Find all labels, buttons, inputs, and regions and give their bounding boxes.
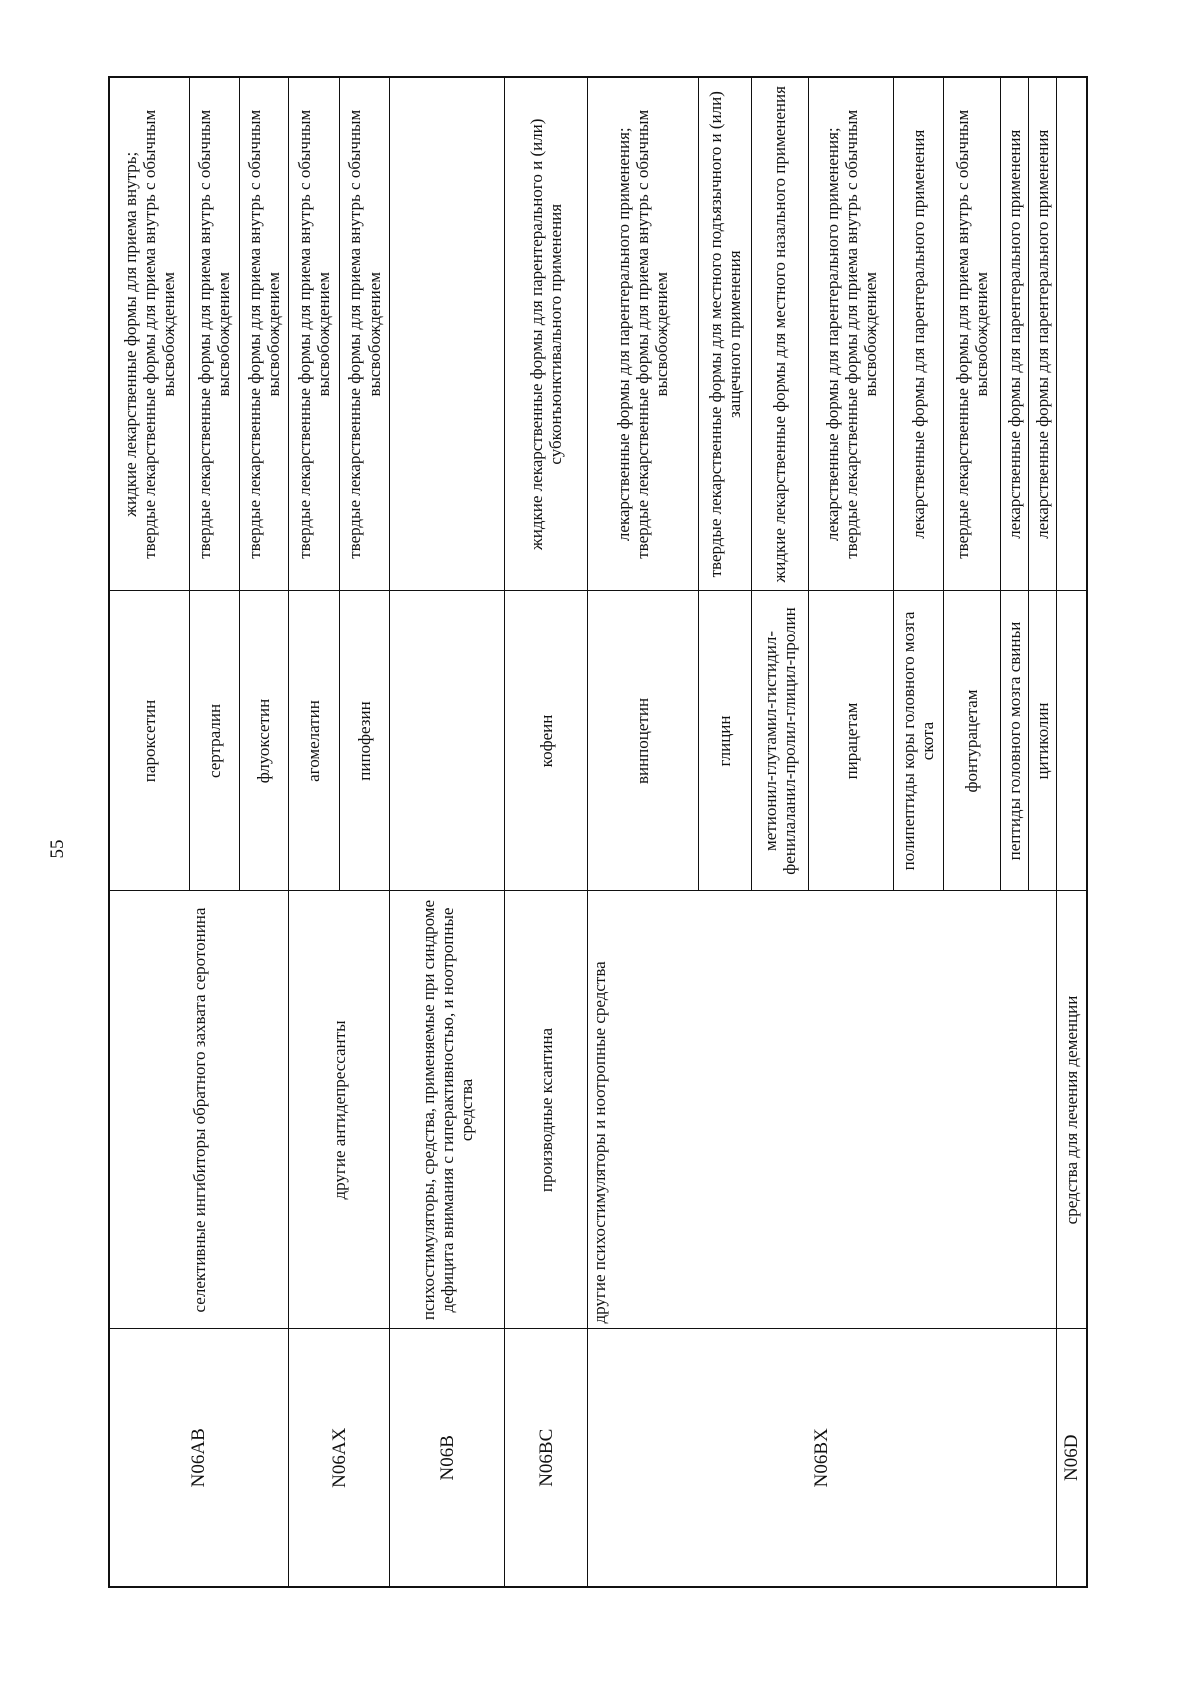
rotated-table-container (108, 78, 1088, 1588)
group-name-cell: производные ксантина (505, 891, 588, 1329)
dosage-form-cell: твердые лекарственные формы для приема внутрь с обычным высвобождением (943, 77, 1001, 591)
dosage-form-cell: твердые лекарственные формы для приема внутрь с обычным высвобождением (339, 77, 390, 591)
dosage-form-line: твердые лекарственные формы для приема внутрь с обычным высвобождением (140, 109, 179, 559)
dosage-form-line: твердые лекарственные формы для приема внутрь с обычным высвобождением (841, 109, 880, 559)
atc-code-cell: N06BX (588, 1329, 1056, 1587)
empty-cell (1056, 591, 1087, 891)
dosage-form-line: лекарственные формы для парентерального применения; (822, 127, 842, 542)
drug-name-cell: пирацетам (809, 591, 894, 891)
group-name-cell: другие психостимуляторы и ноотропные средства (588, 891, 1056, 1329)
group-name-cell: психостимуляторы, средства, применяемые при синдроме дефицита внимания с гиперактивностью, и ноотропные средства (390, 891, 505, 1329)
table-row (390, 77, 505, 1587)
dosage-form-cell: жидкие лекарственные формы для местного назального применения (751, 77, 809, 591)
atc-code-cell: N06AX (289, 1329, 390, 1587)
dosage-form-cell: жидкие лекарственные формы для парентерального и (или) субконъюнктивального применения (505, 77, 588, 591)
dosage-form-line: жидкие лекарственные формы для приема внутрь; (120, 151, 140, 517)
drug-name-cell: фонтурацетам (943, 591, 1001, 891)
dosage-form-cell: твердые лекарственные формы для местного подъязычного и (или) защечного применения (698, 77, 751, 591)
drug-name-cell: пароксетин (109, 591, 190, 891)
empty-cell (390, 591, 505, 891)
dosage-form-cell: лекарственные формы для парентерального применения (894, 77, 944, 591)
atc-code-cell: N06AB (109, 1329, 289, 1587)
dosage-form-line: лекарственные формы для парентерального применения; (614, 127, 634, 542)
empty-cell (1056, 77, 1087, 591)
drug-name-cell: цитиколин (1028, 591, 1056, 891)
atc-code-cell: N06B (390, 1329, 505, 1587)
dosage-form-line: твердые лекарственные формы для приема внутрь с обычным высвобождением (633, 109, 672, 559)
table-row (289, 77, 340, 1587)
group-name-cell: другие антидепрессанты (289, 891, 390, 1329)
drug-classification-table (108, 76, 1088, 1588)
table-row (109, 77, 190, 1587)
dosage-form-cell: твердые лекарственные формы для приема внутрь с обычным высвобождением (289, 77, 340, 591)
drug-name-cell: винпоцетин (588, 591, 698, 891)
drug-name-cell: сертралин (190, 591, 240, 891)
group-name-cell: селективные ингибиторы обратного захвата серотонина (109, 891, 289, 1329)
dosage-form-cell (588, 77, 698, 591)
dosage-form-cell: лекарственные формы для парентерального применения (1028, 77, 1056, 591)
table-row (505, 77, 588, 1587)
atc-code-cell: N06BC (505, 1329, 588, 1587)
dosage-form-cell: твердые лекарственные формы для приема внутрь с обычным высвобождением (239, 77, 289, 591)
drug-name-cell: пептиды головного мозга свиньи (1001, 591, 1029, 891)
table-row (588, 77, 698, 1587)
drug-name-cell: кофеин (505, 591, 588, 891)
drug-name-cell: пипофезин (339, 591, 390, 891)
group-name-cell: средства для лечения деменции (1056, 891, 1087, 1329)
dosage-form-cell: твердые лекарственные формы для приема внутрь с обычным высвобождением (190, 77, 240, 591)
drug-name-cell: полипептиды коры головного мозга скота (894, 591, 944, 891)
drug-name-cell: агомелатин (289, 591, 340, 891)
drug-name-cell: флуоксетин (239, 591, 289, 891)
empty-cell (390, 77, 505, 591)
table-row (1056, 77, 1087, 1587)
drug-name-cell: метионил-глутамил-гистидил-фенилаланил-пролил-глицил-пролин (751, 591, 809, 891)
atc-code-cell: N06D (1056, 1329, 1087, 1587)
dosage-form-cell: лекарственные формы для парентерального применения (1001, 77, 1029, 591)
dosage-form-cell (109, 77, 190, 591)
page-number: 55 (47, 839, 68, 859)
dosage-form-cell (809, 77, 894, 591)
drug-name-cell: глицин (698, 591, 751, 891)
